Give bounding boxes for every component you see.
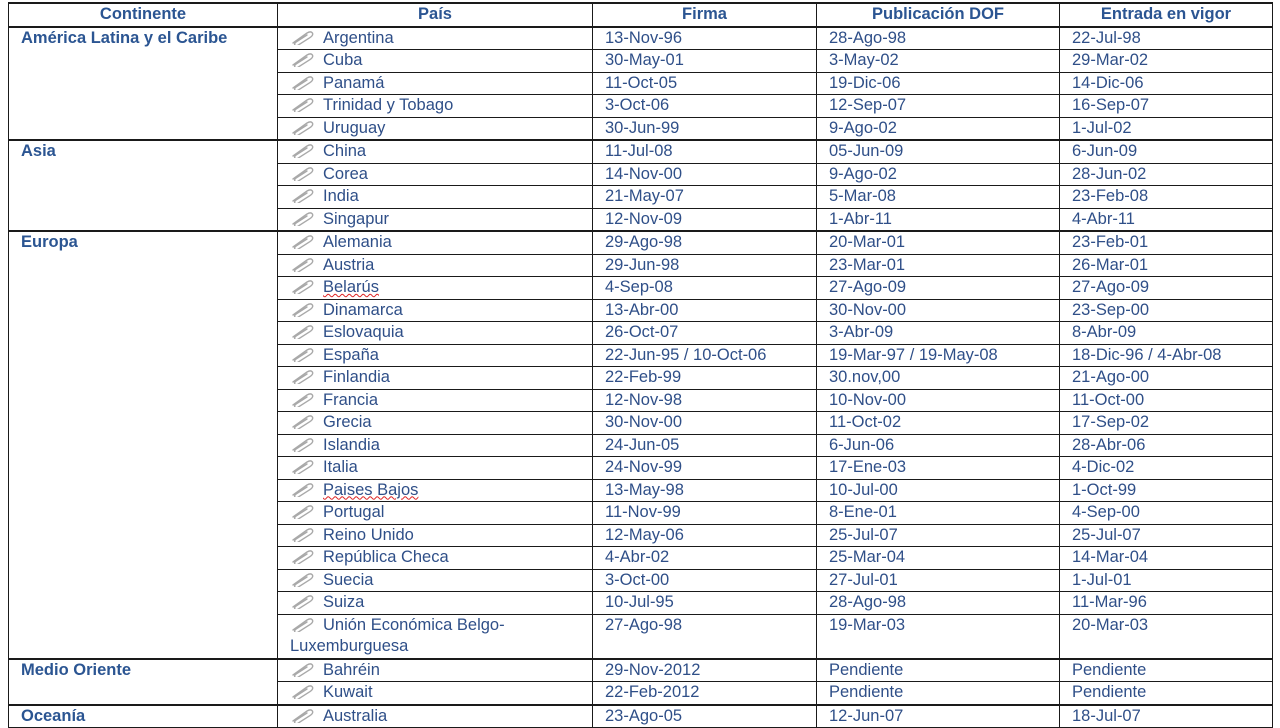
signed-date: 4-Sep-08 — [593, 277, 817, 300]
paperclip-icon — [290, 369, 314, 384]
paperclip-icon — [290, 52, 314, 67]
paperclip-icon — [290, 708, 314, 723]
country-cell — [278, 524, 593, 547]
in-force-date: 11-Oct-00 — [1060, 389, 1273, 412]
country-name: Uruguay — [323, 118, 386, 137]
table-row — [9, 705, 1273, 728]
header-published: Publicación DOF — [817, 3, 1060, 27]
table-row — [9, 231, 1273, 254]
in-force-date: 17-Sep-02 — [1060, 412, 1273, 435]
signed-date: 12-Nov-09 — [593, 208, 817, 231]
paperclip-icon — [290, 30, 314, 45]
country-cell — [278, 27, 593, 50]
in-force-date: 20-Mar-03 — [1060, 614, 1273, 659]
signed-date: 13-Abr-00 — [593, 299, 817, 322]
country-cell — [278, 412, 593, 435]
country-cell — [278, 614, 593, 659]
in-force-date: 14-Dic-06 — [1060, 72, 1273, 95]
in-force-date: Pendiente — [1060, 659, 1273, 682]
paperclip-icon — [290, 437, 314, 452]
paperclip-icon — [290, 166, 314, 181]
signed-date: 11-Nov-99 — [593, 502, 817, 525]
in-force-date: 4-Sep-00 — [1060, 502, 1273, 525]
published-date: 5-Mar-08 — [817, 186, 1060, 209]
signed-date: 23-Ago-05 — [593, 705, 817, 728]
published-date: 19-Dic-06 — [817, 72, 1060, 95]
in-force-date: 28-Jun-02 — [1060, 163, 1273, 186]
treaties-table — [8, 2, 1273, 728]
header-signed: Firma — [593, 3, 817, 27]
country-name: Unión Económica Belgo-Luxemburguesa — [290, 615, 505, 655]
country-name: Argentina — [323, 28, 394, 47]
in-force-date: 23-Feb-01 — [1060, 231, 1273, 254]
signed-date: 3-Oct-06 — [593, 95, 817, 118]
country-name: Alemania — [323, 233, 392, 251]
in-force-date: 1-Oct-99 — [1060, 479, 1273, 502]
signed-date: 13-May-98 — [593, 479, 817, 502]
published-date: 6-Jun-06 — [817, 434, 1060, 457]
continent-cell: Asia — [9, 140, 278, 231]
published-date: 25-Jul-07 — [817, 524, 1060, 547]
country-name: India — [323, 187, 359, 205]
published-date: 25-Mar-04 — [817, 547, 1060, 570]
country-cell — [278, 569, 593, 592]
in-force-date: Pendiente — [1060, 682, 1273, 705]
country-cell — [278, 140, 593, 163]
country-cell — [278, 50, 593, 73]
country-cell — [278, 231, 593, 254]
country-name: Bahréin — [323, 660, 380, 679]
in-force-date: 1-Jul-01 — [1060, 569, 1273, 592]
published-date: 9-Ago-02 — [817, 163, 1060, 186]
table-row — [9, 27, 1273, 50]
country-cell — [278, 163, 593, 186]
country-cell — [278, 322, 593, 345]
continent-group — [9, 140, 1273, 231]
signed-date: 21-May-07 — [593, 186, 817, 209]
in-force-date: 18-Dic-96 / 4-Abr-08 — [1060, 344, 1273, 367]
published-date: 27-Ago-09 — [817, 277, 1060, 300]
paperclip-icon — [290, 392, 314, 407]
published-date: 12-Sep-07 — [817, 95, 1060, 118]
country-cell — [278, 457, 593, 480]
paperclip-icon — [290, 257, 314, 272]
header-country: País — [278, 3, 593, 27]
country-cell — [278, 705, 593, 728]
published-date: 3-Abr-09 — [817, 322, 1060, 345]
country-cell — [278, 186, 593, 209]
paperclip-icon — [290, 143, 314, 158]
signed-date: 30-Jun-99 — [593, 117, 817, 140]
country-cell — [278, 502, 593, 525]
country-name: Belarús — [323, 278, 379, 296]
paperclip-icon — [290, 684, 314, 699]
published-date: 17-Ene-03 — [817, 457, 1060, 480]
country-name: Dinamarca — [323, 300, 403, 319]
published-date: 30-Nov-00 — [817, 299, 1060, 322]
country-name: Paises Bajos — [323, 480, 419, 499]
paperclip-icon — [290, 572, 314, 587]
in-force-date: 1-Jul-02 — [1060, 117, 1273, 140]
paperclip-icon — [290, 482, 314, 497]
in-force-date: 25-Jul-07 — [1060, 524, 1273, 547]
signed-date: 29-Nov-2012 — [593, 659, 817, 682]
signed-date: 12-Nov-98 — [593, 389, 817, 412]
header-continent: Continente — [9, 3, 278, 27]
in-force-date: 23-Feb-08 — [1060, 186, 1273, 209]
signed-date: 4-Abr-02 — [593, 547, 817, 570]
country-name: Reino Unido — [323, 525, 414, 544]
country-cell — [278, 344, 593, 367]
country-cell — [278, 367, 593, 390]
published-date: Pendiente — [817, 659, 1060, 682]
country-cell — [278, 254, 593, 277]
signed-date: 11-Oct-05 — [593, 72, 817, 95]
country-name: Finlandia — [323, 368, 390, 386]
paperclip-icon — [290, 302, 314, 317]
published-date: 28-Ago-98 — [817, 592, 1060, 615]
in-force-date: 29-Mar-02 — [1060, 50, 1273, 73]
signed-date: 29-Ago-98 — [593, 231, 817, 254]
published-date: 05-Jun-09 — [817, 140, 1060, 163]
published-date: 23-Mar-01 — [817, 254, 1060, 277]
published-date: 19-Mar-03 — [817, 614, 1060, 659]
published-date: 10-Jul-00 — [817, 479, 1060, 502]
country-cell — [278, 547, 593, 570]
signed-date: 24-Nov-99 — [593, 457, 817, 480]
signed-date: 3-Oct-00 — [593, 569, 817, 592]
in-force-date: 16-Sep-07 — [1060, 95, 1273, 118]
signed-date: 13-Nov-96 — [593, 27, 817, 50]
country-name: Eslovaquia — [323, 323, 404, 341]
published-date: 1-Abr-11 — [817, 208, 1060, 231]
table-row — [9, 140, 1273, 163]
header-row — [9, 3, 1273, 27]
country-name: Kuwait — [323, 683, 373, 701]
header-in-force: Entrada en vigor — [1060, 3, 1273, 27]
country-name: Austria — [323, 255, 375, 274]
country-name: Singapur — [323, 209, 390, 228]
published-date: 27-Jul-01 — [817, 569, 1060, 592]
paperclip-icon — [290, 594, 314, 609]
country-cell — [278, 389, 593, 412]
continent-cell: Medio Oriente — [9, 659, 278, 705]
published-date: 10-Nov-00 — [817, 389, 1060, 412]
in-force-date: 4-Abr-11 — [1060, 208, 1273, 231]
paperclip-icon — [290, 234, 314, 249]
country-name: China — [323, 142, 367, 160]
table-row — [9, 659, 1273, 682]
published-date: 9-Ago-02 — [817, 117, 1060, 140]
paperclip-icon — [290, 617, 314, 632]
country-cell — [278, 682, 593, 705]
country-name: Islandia — [323, 435, 380, 454]
in-force-date: 28-Abr-06 — [1060, 434, 1273, 457]
country-cell — [278, 479, 593, 502]
paperclip-icon — [290, 97, 314, 112]
country-name: Italia — [323, 458, 358, 476]
in-force-date: 8-Abr-09 — [1060, 322, 1273, 345]
country-name: Panamá — [323, 73, 385, 92]
in-force-date: 4-Dic-02 — [1060, 457, 1273, 480]
signed-date: 30-Nov-00 — [593, 412, 817, 435]
signed-date: 22-Jun-95 / 10-Oct-06 — [593, 344, 817, 367]
continent-cell: Oceanía — [9, 705, 278, 728]
country-name: Grecia — [323, 413, 372, 431]
continent-group — [9, 27, 1273, 141]
in-force-date: 23-Sep-00 — [1060, 299, 1273, 322]
paperclip-icon — [290, 211, 314, 226]
country-cell — [278, 117, 593, 140]
published-date: 11-Oct-02 — [817, 412, 1060, 435]
signed-date: 22-Feb-99 — [593, 367, 817, 390]
country-name: Francia — [323, 390, 379, 409]
signed-date: 11-Jul-08 — [593, 140, 817, 163]
paperclip-icon — [290, 75, 314, 90]
country-cell — [278, 299, 593, 322]
country-name: España — [323, 345, 379, 364]
in-force-date: 11-Mar-96 — [1060, 592, 1273, 615]
published-date: 19-Mar-97 / 19-May-08 — [817, 344, 1060, 367]
paperclip-icon — [290, 527, 314, 542]
in-force-date: 22-Jul-98 — [1060, 27, 1273, 50]
country-cell — [278, 659, 593, 682]
paperclip-icon — [290, 414, 314, 429]
in-force-date: 21-Ago-00 — [1060, 367, 1273, 390]
published-date: Pendiente — [817, 682, 1060, 705]
paperclip-icon — [290, 188, 314, 203]
paperclip-icon — [290, 459, 314, 474]
country-cell — [278, 208, 593, 231]
country-name: Suecia — [323, 570, 374, 589]
country-name: Australia — [323, 706, 388, 725]
country-name: Trinidad y Tobago — [323, 96, 454, 114]
paperclip-icon — [290, 120, 314, 135]
in-force-date: 27-Ago-09 — [1060, 277, 1273, 300]
country-cell — [278, 277, 593, 300]
published-date: 8-Ene-01 — [817, 502, 1060, 525]
signed-date: 24-Jun-05 — [593, 434, 817, 457]
continent-group — [9, 659, 1273, 705]
continent-group — [9, 705, 1273, 728]
continent-cell: Europa — [9, 231, 278, 659]
country-name: Corea — [323, 164, 368, 183]
paperclip-icon — [290, 504, 314, 519]
signed-date: 29-Jun-98 — [593, 254, 817, 277]
country-name: Portugal — [323, 503, 385, 521]
country-cell — [278, 434, 593, 457]
signed-date: 22-Feb-2012 — [593, 682, 817, 705]
continent-group — [9, 231, 1273, 659]
in-force-date: 6-Jun-09 — [1060, 140, 1273, 163]
published-date: 30.nov,00 — [817, 367, 1060, 390]
in-force-date: 26-Mar-01 — [1060, 254, 1273, 277]
published-date: 3-May-02 — [817, 50, 1060, 73]
country-name: Cuba — [323, 51, 363, 69]
country-cell — [278, 592, 593, 615]
paperclip-icon — [290, 549, 314, 564]
published-date: 28-Ago-98 — [817, 27, 1060, 50]
signed-date: 26-Oct-07 — [593, 322, 817, 345]
country-cell — [278, 72, 593, 95]
in-force-date: 18-Jul-07 — [1060, 705, 1273, 728]
in-force-date: 14-Mar-04 — [1060, 547, 1273, 570]
paperclip-icon — [290, 279, 314, 294]
paperclip-icon — [290, 662, 314, 677]
signed-date: 14-Nov-00 — [593, 163, 817, 186]
signed-date: 30-May-01 — [593, 50, 817, 73]
continent-cell: América Latina y el Caribe — [9, 27, 278, 141]
country-name: Suiza — [323, 593, 365, 611]
published-date: 12-Jun-07 — [817, 705, 1060, 728]
country-cell — [278, 95, 593, 118]
signed-date: 12-May-06 — [593, 524, 817, 547]
published-date: 20-Mar-01 — [817, 231, 1060, 254]
country-name: República Checa — [323, 548, 449, 566]
paperclip-icon — [290, 324, 314, 339]
signed-date: 27-Ago-98 — [593, 614, 817, 659]
signed-date: 10-Jul-95 — [593, 592, 817, 615]
paperclip-icon — [290, 347, 314, 362]
